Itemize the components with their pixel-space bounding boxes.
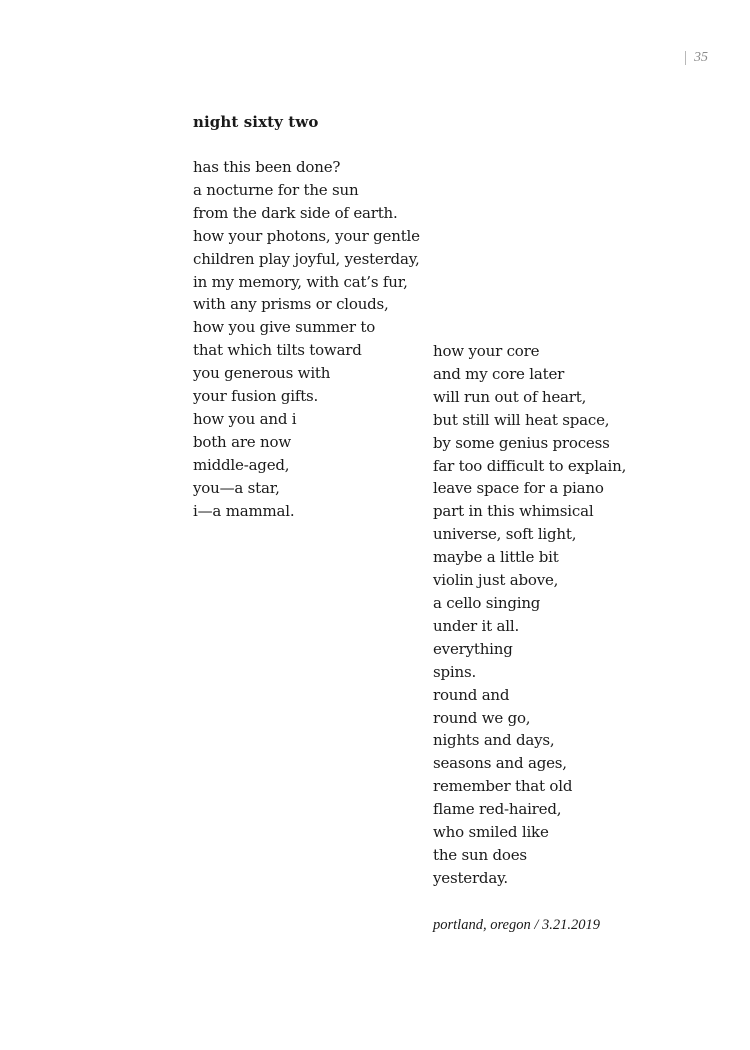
poem-line: middle-aged, [193,455,290,474]
poem-line: how you and i [193,409,297,428]
poem-line: that which tilts toward [193,341,362,360]
poem-line: far too difficult to explain, [433,456,627,475]
poem-line: will run out of heart, [433,387,587,406]
page-number [685,50,708,66]
poem-line: violin just above, [433,571,559,590]
poem-line: how your core [433,342,540,360]
poem-line: flame red-haired, [433,800,562,819]
poem-line: how your photons, your gentle [193,226,420,245]
poem-line: spins. [433,662,477,681]
poem-line: the sun does [433,845,527,864]
poem-line: round we go, [433,708,531,727]
poem-line: both are now [193,432,291,451]
poem-line: but still will heat space, [433,410,610,429]
poem-line: your fusion gifts. [193,387,319,406]
poem-line: children play joyful, yesterday, [193,249,420,268]
poem-line: by some genius process [433,433,610,452]
poem-line: part in this whimsical [433,502,594,521]
poem-line: maybe a little bit [433,548,559,567]
poem-line: and my core later [433,364,565,383]
poem-line: yesterday. [433,868,508,887]
poem-line: who smiled like [433,823,549,842]
poem-line: under it all. [433,616,520,635]
poem-left-column [193,156,420,523]
poem-line: remember that old [433,777,573,796]
poem-line: in my memory, with cat’s fur, [193,272,408,291]
poem-line: a nocturne for the sun [193,180,359,199]
poem-line: seasons and ages, [433,754,567,773]
poem-line: i—a mammal. [193,501,295,520]
poem-right-column [433,340,626,890]
poem-line: with any prisms or clouds, [193,295,389,314]
poem-line: how you give summer to [193,318,376,337]
poem-line: leave space for a piano [433,479,604,498]
page-number-value: 35 [694,50,708,65]
poem-signature: portland, oregon / 3.21.2019 [433,917,601,933]
poem-line: you generous with [193,364,331,383]
poem-line: has this been done? [193,158,341,176]
poem-line: a cello singing [433,593,541,612]
poem-title: night sixty two [193,113,319,131]
poem-line: you—a star, [193,478,280,497]
poem-line: from the dark side of earth. [193,203,398,222]
poem-line: round and [433,685,510,704]
page-number-divider [685,51,686,65]
poem-line: nights and days, [433,731,555,750]
poem-line: everything [433,639,513,658]
poem-line: universe, soft light, [433,525,577,544]
